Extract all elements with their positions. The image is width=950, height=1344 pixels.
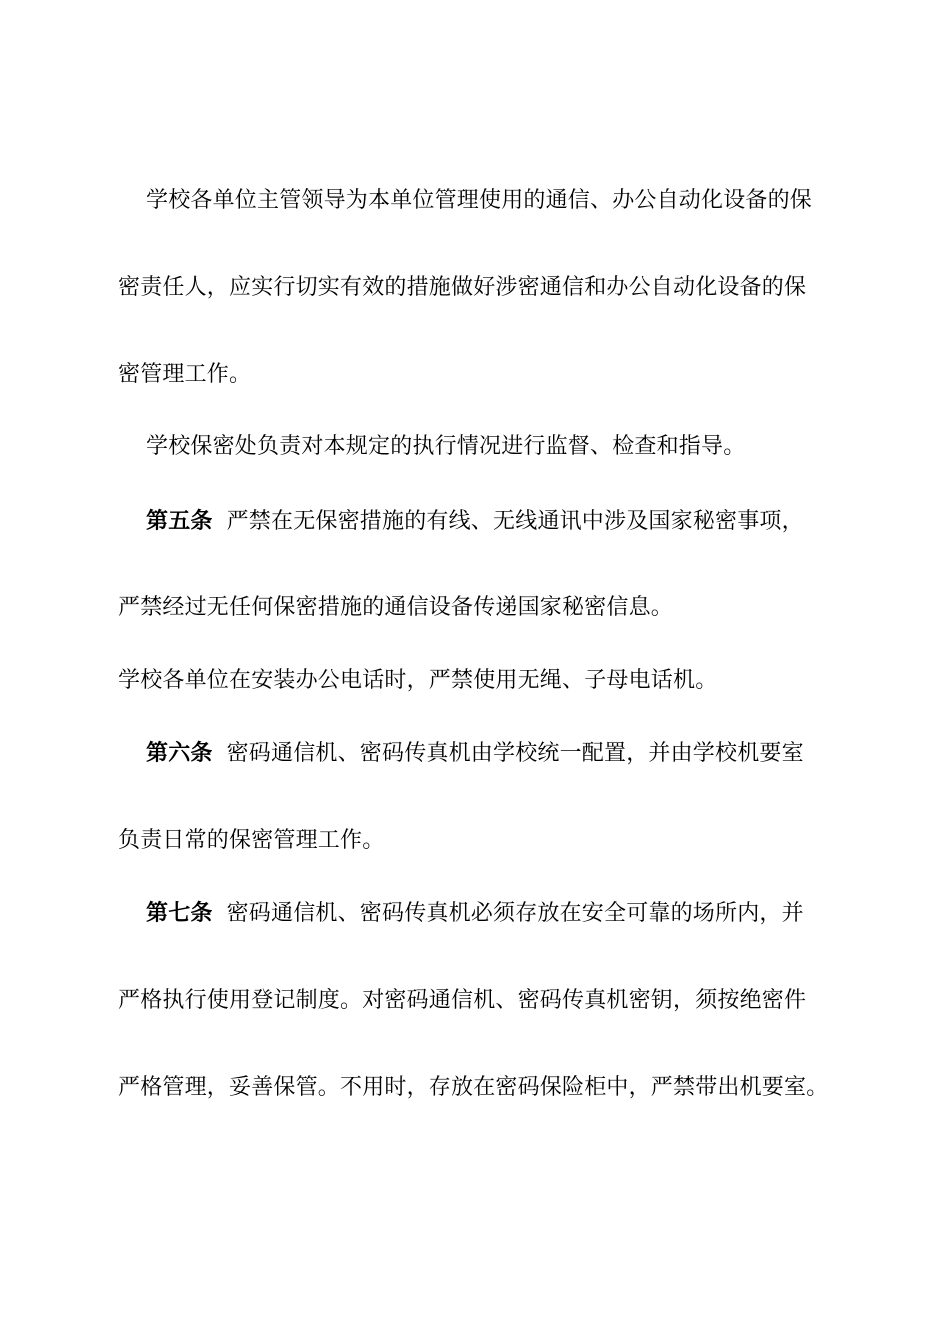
paragraph-line: [118, 1073, 828, 1103]
article-six-heading: 第六条: [146, 741, 213, 766]
line-text: 严格执行使用登记制度。对密码通信机、密码传真机密钥，须按绝密件: [118, 988, 807, 1013]
line-text: 学校各单位在安装办公电话时，严禁使用无绳、子母电话机。: [118, 668, 718, 693]
line-text: 密责任人，应实行切实有效的措施做好涉密通信和办公自动化设备的保: [118, 275, 807, 300]
paragraph-line: [118, 666, 717, 696]
line-text: 学校保密处负责对本规定的执行情况进行监督、检查和指导。: [146, 434, 746, 459]
line-text: 负责日常的保密管理工作。: [118, 828, 385, 853]
line-text: 严禁在无保密措施的有线、无线通讯中涉及国家秘密事项，: [226, 509, 804, 534]
article-six-line: [146, 739, 804, 769]
paragraph-line: [118, 593, 673, 623]
article-five-heading: 第五条: [146, 509, 213, 534]
line-text: 严格管理，妥善保管。不用时，存放在密码保险柜中，严禁带出机要室。: [118, 1075, 829, 1100]
article-seven-heading: 第七条: [146, 901, 213, 926]
line-text: 学校各单位主管领导为本单位管理使用的通信、办公自动化设备的保: [146, 188, 813, 213]
paragraph-line: [118, 360, 251, 390]
line-text: 密码通信机、密码传真机必须存放在安全可靠的场所内，并: [226, 901, 804, 926]
paragraph-line: [118, 273, 806, 303]
paragraph-line: [146, 432, 745, 462]
paragraph-line: [118, 826, 384, 856]
article-five-line: [146, 507, 804, 537]
article-seven-line: [146, 899, 804, 929]
line-text: 密管理工作。: [118, 362, 252, 387]
paragraph-line: [118, 986, 806, 1016]
paragraph-line: [146, 186, 812, 216]
line-text: 密码通信机、密码传真机由学校统一配置，并由学校机要室: [226, 741, 804, 766]
line-text: 严禁经过无任何保密措施的通信设备传递国家秘密信息。: [118, 595, 674, 620]
